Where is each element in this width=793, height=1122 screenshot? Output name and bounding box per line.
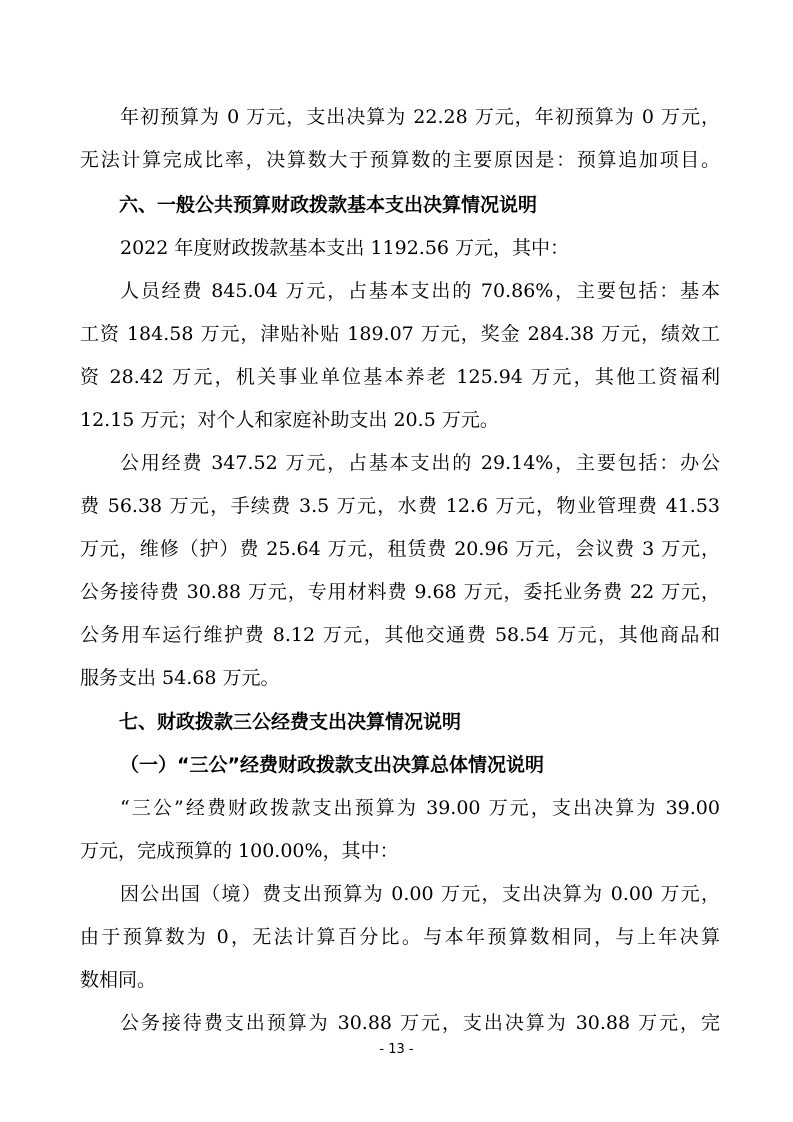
- paragraph-line: 2022 年度财政拨款基本支出 1192.56 万元，其中：: [120, 237, 570, 259]
- paragraph-line: “三公”经费财政拨款支出预算为 39.00 万元，支出决算为 39.00: [120, 797, 720, 819]
- paragraph-line: 公务用车运行维护费 8.12 万元，其他交通费 58.54 万元，其他商品和: [80, 624, 720, 646]
- paragraph-line: 年初预算为 0 万元，支出决算为 22.28 万元，年初预算为 0 万元，: [120, 106, 720, 128]
- paragraph-line: 资 28.42 万元，机关事业单位基本养老 125.94 万元，其他工资福利: [80, 366, 720, 388]
- paragraph-line: 费 56.38 万元，手续费 3.5 万元，水费 12.6 万元，物业管理费 41.53: [80, 495, 720, 517]
- paragraph-line: 无法计算完成比率，决算数大于预算数的主要原因是：预算追加项目。: [80, 149, 720, 171]
- paragraph-line: 万元，完成预算的 100.00%，其中：: [80, 840, 399, 862]
- paragraph-line: 因公出国（境）费支出预算为 0.00 万元，支出决算为 0.00 万元，: [120, 883, 720, 905]
- subsection-heading-7-1: （一）“三公”经费财政拨款支出决算总体情况说明: [120, 754, 544, 776]
- paragraph-line: 工资 184.58 万元，津贴补贴 189.07 万元，奖金 284.38 万元，绩效工: [80, 323, 720, 345]
- section-heading-6: 六、一般公共预算财政拨款基本支出决算情况说明: [119, 194, 538, 216]
- paragraph-line: 万元，维修（护）费 25.64 万元，租赁费 20.96 万元，会议费 3 万元，: [80, 538, 720, 560]
- paragraph-line: 数相同。: [80, 969, 157, 991]
- paragraph-line: 人员经费 845.04 万元，占基本支出的 70.86%，主要包括：基本: [120, 280, 720, 302]
- paragraph-line: 服务支出 54.68 万元。: [80, 667, 280, 689]
- paragraph-line: 公用经费 347.52 万元，占基本支出的 29.14%，主要包括：办公: [120, 452, 720, 474]
- section-heading-7: 七、财政拨款三公经费支出决算情况说明: [119, 711, 462, 733]
- paragraph-line: 12.15 万元；对个人和家庭补助支出 20.5 万元。: [80, 409, 499, 431]
- paragraph-line: 公务接待费支出预算为 30.88 万元，支出决算为 30.88 万元，完: [120, 1012, 720, 1034]
- paragraph-line: 由于预算数为 0，无法计算百分比。与本年预算数相同，与上年决算: [80, 926, 720, 948]
- page-number: - 13 -: [379, 1042, 414, 1057]
- paragraph-line: 公务接待费 30.88 万元，专用材料费 9.68 万元，委托业务费 22 万元，: [80, 581, 720, 603]
